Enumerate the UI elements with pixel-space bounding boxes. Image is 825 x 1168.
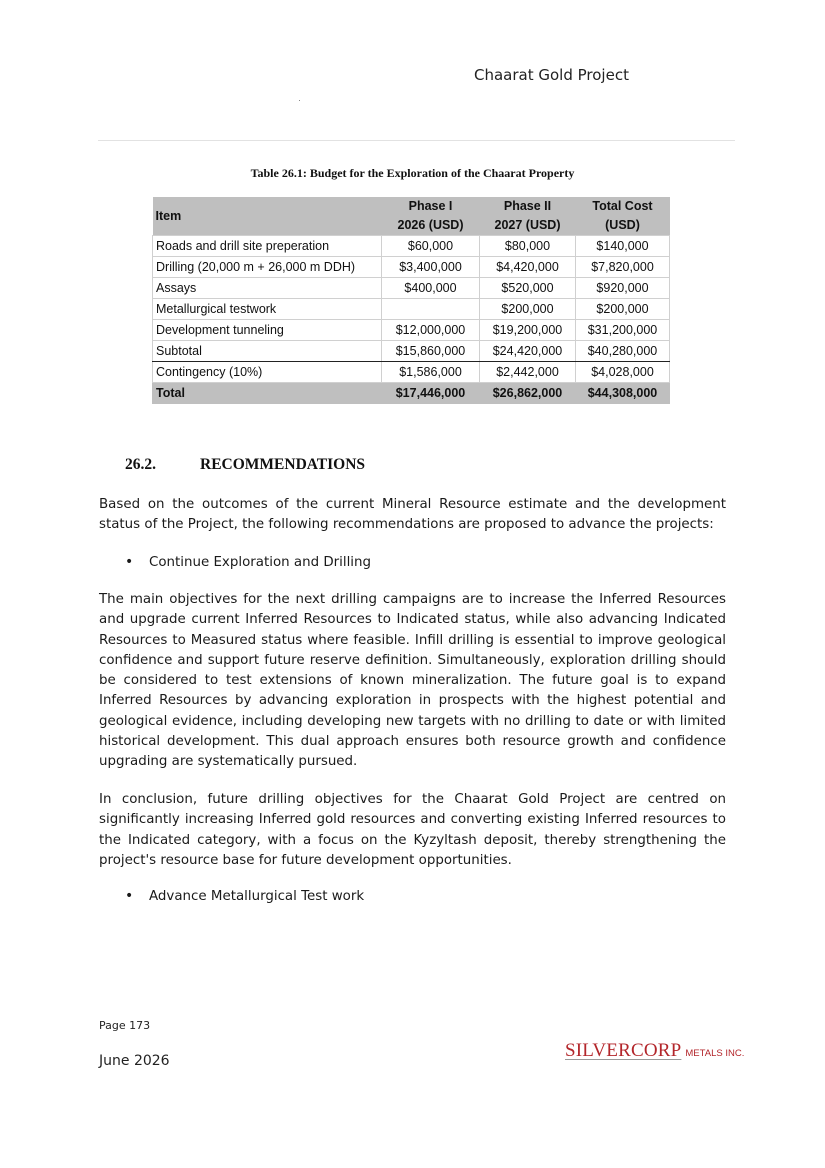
- bullet-item: [125, 554, 371, 570]
- row-phase1: $12,000,000: [382, 320, 480, 341]
- table-row: [153, 299, 670, 320]
- contingency-total: $4,028,000: [576, 362, 670, 383]
- subtotal-label: Subtotal: [153, 341, 382, 362]
- bullet-item: [125, 888, 364, 904]
- logo-sub-text: METALS INC.: [685, 1048, 745, 1059]
- table-row: [153, 257, 670, 278]
- contingency-phase1: $1,586,000: [382, 362, 480, 383]
- intro-paragraph: Based on the outcomes of the current Mineral Resource estimate and the development status of the Project, the following recommendations are proposed to advance the projects:: [99, 497, 726, 533]
- total-phase1: $17,446,000: [382, 383, 480, 404]
- row-phase1: [382, 299, 480, 320]
- conclusion-paragraph: In conclusion, future drilling objectives for the Chaarat Gold Project are centred on significantly increasing Inferred gold resources and converting existing Inferred resources to the Indicated category, with a focus on the Kyzyltash deposit, thereby strengthening the project's resource base for future development opportunities.: [99, 792, 726, 868]
- row-item: Metallurgical testwork: [153, 299, 382, 320]
- bullet-text: Continue Exploration and Drilling: [149, 555, 372, 570]
- phase1-header-line2: 2026 (USD): [397, 218, 464, 232]
- row-phase1: $60,000: [382, 236, 480, 257]
- contingency-label: Contingency (10%): [153, 362, 382, 383]
- table-header-row: [153, 197, 670, 236]
- table-row: [153, 278, 670, 299]
- total-phase2: $26,862,000: [480, 383, 576, 404]
- silvercorp-logo: [565, 1040, 744, 1062]
- contingency-phase2: $2,442,000: [480, 362, 576, 383]
- row-phase2: $80,000: [480, 236, 576, 257]
- contingency-row: [153, 362, 670, 383]
- column-header-phase1: [382, 197, 480, 236]
- page-number: Page 173: [99, 1019, 151, 1032]
- table-caption: Table 26.1: Budget for the Exploration of the Chaarat Property: [250, 166, 575, 180]
- row-phase1: $3,400,000: [382, 257, 480, 278]
- phase2-header-line1: Phase II: [503, 199, 552, 213]
- subtotal-total: $40,280,000: [576, 341, 670, 362]
- total-total: $44,308,000: [576, 383, 670, 404]
- row-phase2: $19,200,000: [480, 320, 576, 341]
- column-header-item: Item: [153, 197, 382, 236]
- row-total: $31,200,000: [576, 320, 670, 341]
- bullet-icon: •: [125, 554, 134, 570]
- row-phase2: $520,000: [480, 278, 576, 299]
- row-item: Development tunneling: [153, 320, 382, 341]
- row-item: Roads and drill site preperation: [153, 236, 382, 257]
- stray-mark: [299, 100, 300, 101]
- bullet-text: Advance Metallurgical Test work: [149, 889, 365, 904]
- row-total: $140,000: [576, 236, 670, 257]
- phase2-header-line2: 2027 (USD): [494, 218, 561, 232]
- row-total: $7,820,000: [576, 257, 670, 278]
- row-phase2: $4,420,000: [480, 257, 576, 278]
- table-row: [153, 236, 670, 257]
- table-row: [153, 320, 670, 341]
- column-header-total: [576, 197, 670, 236]
- logo-main-text: SILVERCORP: [565, 1040, 682, 1061]
- section-heading: [125, 456, 365, 474]
- row-item: Assays: [153, 278, 382, 299]
- header-divider: [98, 140, 735, 141]
- bullet-icon: •: [125, 888, 134, 904]
- footer-date: June 2026: [99, 1053, 170, 1069]
- phase1-header-line1: Phase I: [408, 199, 453, 213]
- total-row: [153, 383, 670, 404]
- row-item: Drilling (20,000 m + 26,000 m DDH): [153, 257, 382, 278]
- total-header-line1: Total Cost: [592, 199, 653, 213]
- subtotal-phase2: $24,420,000: [480, 341, 576, 362]
- total-header-line2: (USD): [605, 218, 640, 232]
- document-header-title: Chaarat Gold Project: [474, 66, 629, 84]
- budget-table: [152, 197, 670, 404]
- section-title: RECOMMENDATIONS: [200, 456, 366, 473]
- subtotal-row: [153, 341, 670, 362]
- total-label: Total: [153, 383, 382, 404]
- subtotal-phase1: $15,860,000: [382, 341, 480, 362]
- row-total: $200,000: [576, 299, 670, 320]
- row-phase1: $400,000: [382, 278, 480, 299]
- row-total: $920,000: [576, 278, 670, 299]
- section-number: 26.2.: [125, 456, 156, 473]
- column-header-phase2: [480, 197, 576, 236]
- row-phase2: $200,000: [480, 299, 576, 320]
- body-paragraph: The main objectives for the next drilling campaigns are to increase the Inferred Resources and upgrade current Inferred Resources to Indicated status, while also advancing Indicated Resources to Measured status where feasible. Infill drilling is essential to improve geological confidence and support future reserve definition. Simultaneously, exploration drilling should be considered to test extensions of known mineralization. The future goal is to expand Inferred Resources by advancing exploration in prospects with the highest potential and geological evidence, including developing new targets with no drilling to date or with limited historical development. This dual approach ensures both resource growth and confidence upgrading are systematically pursued.: [99, 592, 726, 770]
